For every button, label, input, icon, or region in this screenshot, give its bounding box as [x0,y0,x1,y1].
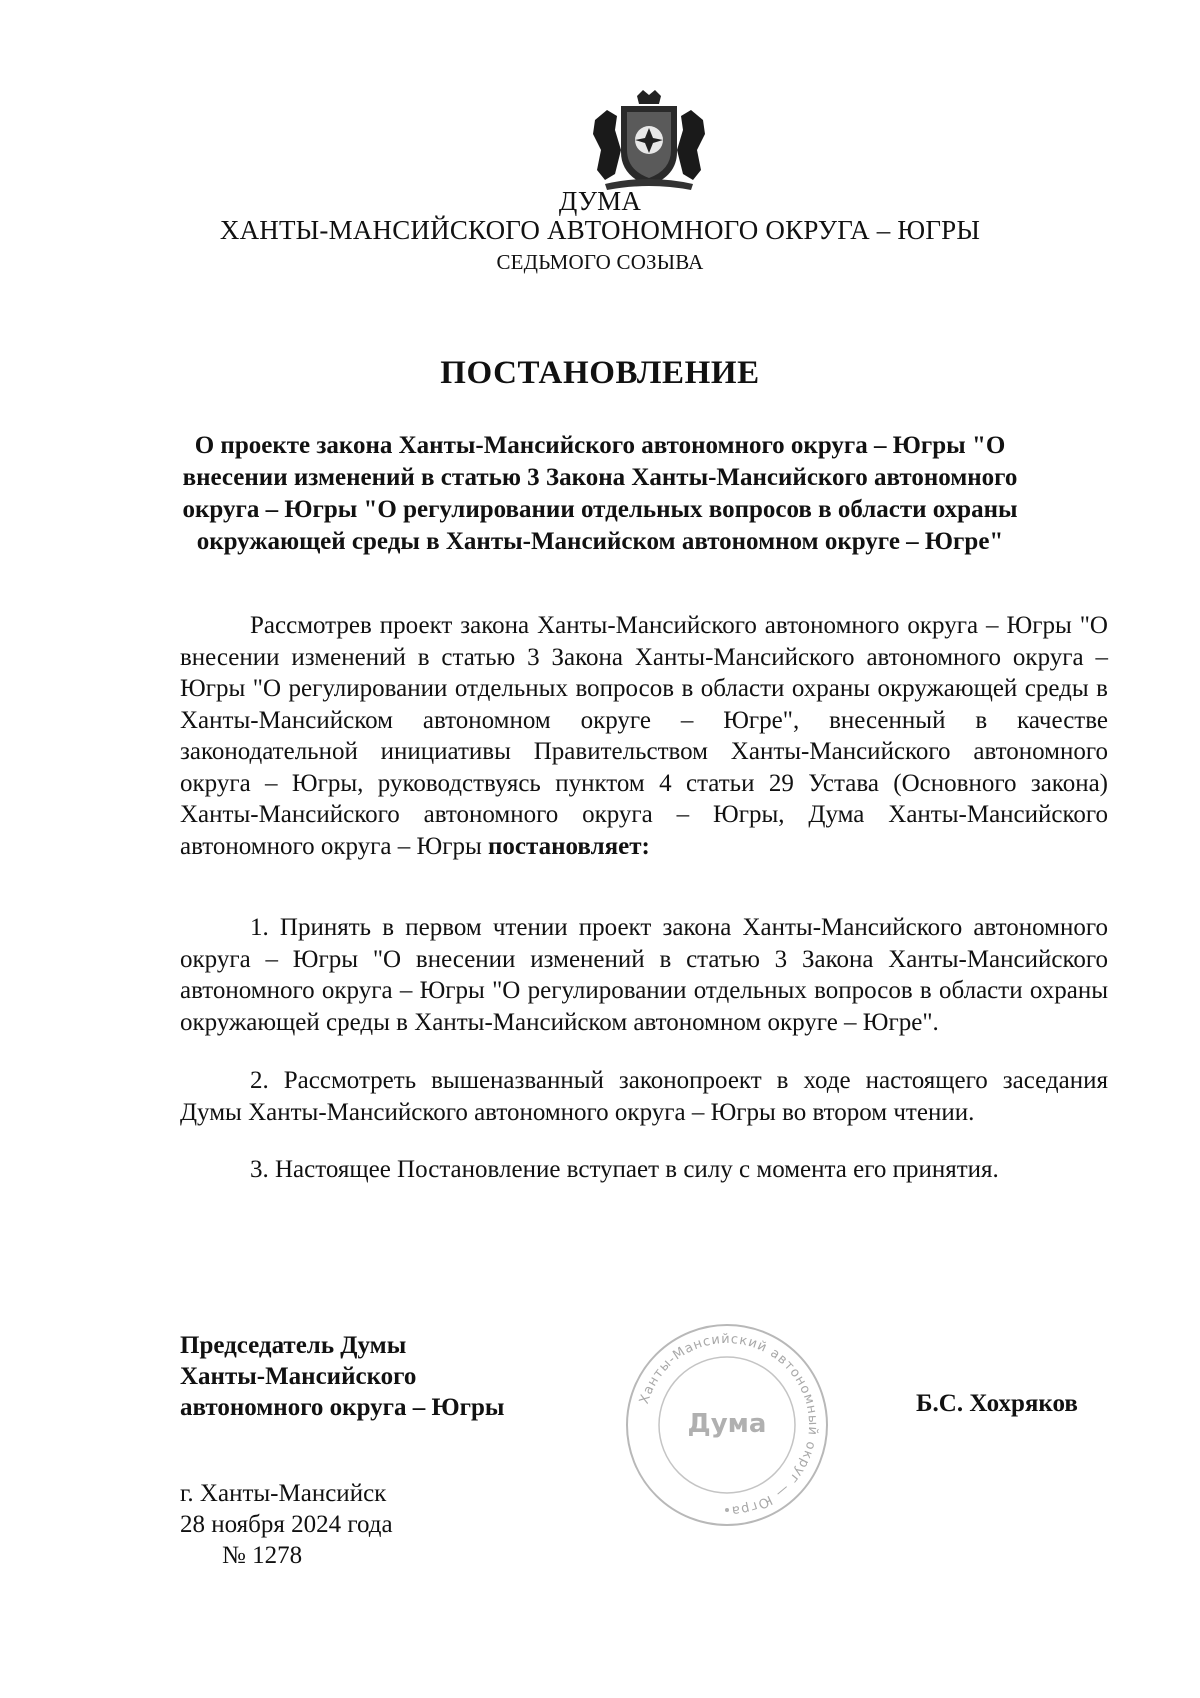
position-line: Ханты-Мансийского [180,1363,417,1390]
org-region: ХАНТЫ-МАНСИЙСКОГО АВТОНОМНОГО ОКРУГА – ЮГРЫ [219,215,981,245]
svg-text:Ханты-Мансийский автономный ок: Ханты-Мансийский автономный округ — Югра [636,1331,821,1518]
svg-text:Дума: Дума [687,1409,767,1439]
position-line: Председатель Думы [180,1332,407,1359]
signatory-name: Б.С. Хохряков [916,1390,1078,1417]
date: 28 ноября 2024 года [180,1511,393,1538]
document-subject: О проекте закона Ханты-Мансийского автономного округа – Югры "О внесении изменений в статью 3 Закона Ханты-Мансийского автономного округа – Югры "О регулировании отдельных вопросов в области охраны окружающей среды в Ханты-Мансийском автономном округе – Югре" [182,432,1018,555]
coat-of-arms-icon [591,90,707,192]
city: г. Ханты-Мансийск [180,1480,387,1507]
org-convocation: СЕДЬМОГО СОЗЫВА [496,250,704,274]
position-line: автономного округа – Югры [180,1394,505,1421]
document-title: ПОСТАНОВЛЕНИЕ [440,355,760,391]
decree-word: постановляет: [488,832,650,860]
item-1: 1. Принять в первом чтении проект закона Ханты-Мансийского автономного округа – Югры "О внесении изменений в статью 3 Закона Ханты-Мансийского автономного округа – Югры "О регулировании отдельных вопросов в области охраны окружающей среды в Ханты-Мансийском автономном округе – Югре". [180,914,1108,1036]
preamble-text: Рассмотрев проект закона Ханты-Мансийского автономного округа – Югры "О внесении изменений в статью 3 Закона Ханты-Мансийского автономного округа – Югры "О регулировании отдельных вопросов в области охраны окружающей среды в Ханты-Мансийском автономном округе – Югре", внесенный в качестве законодательной инициативы Правительством Ханты-Мансийского автономного округа – Югры, руководствуясь пунктом 4 статьи 29 Устава (Основного закона) Ханты-Мансийского автономного округа – Югры, Дума Ханты-Мансийского автономного округа – Югры [180,612,1108,860]
seal-stamp [622,1320,832,1530]
place-and-date [180,1478,393,1571]
document-number: № 1278 [222,1542,303,1569]
signatory-position [180,1330,504,1423]
preamble-paragraph [180,610,1108,862]
item-2: 2. Рассмотреть вышеназванный законопроект в ходе настоящего заседания Думы Ханты-Мансийского автономного округа – Югры во втором чтении. [180,1067,1108,1126]
item-3: 3. Настоящее Постановление вступает в силу с момента его принятия. [250,1156,999,1183]
org-name: ДУМА [558,186,642,216]
